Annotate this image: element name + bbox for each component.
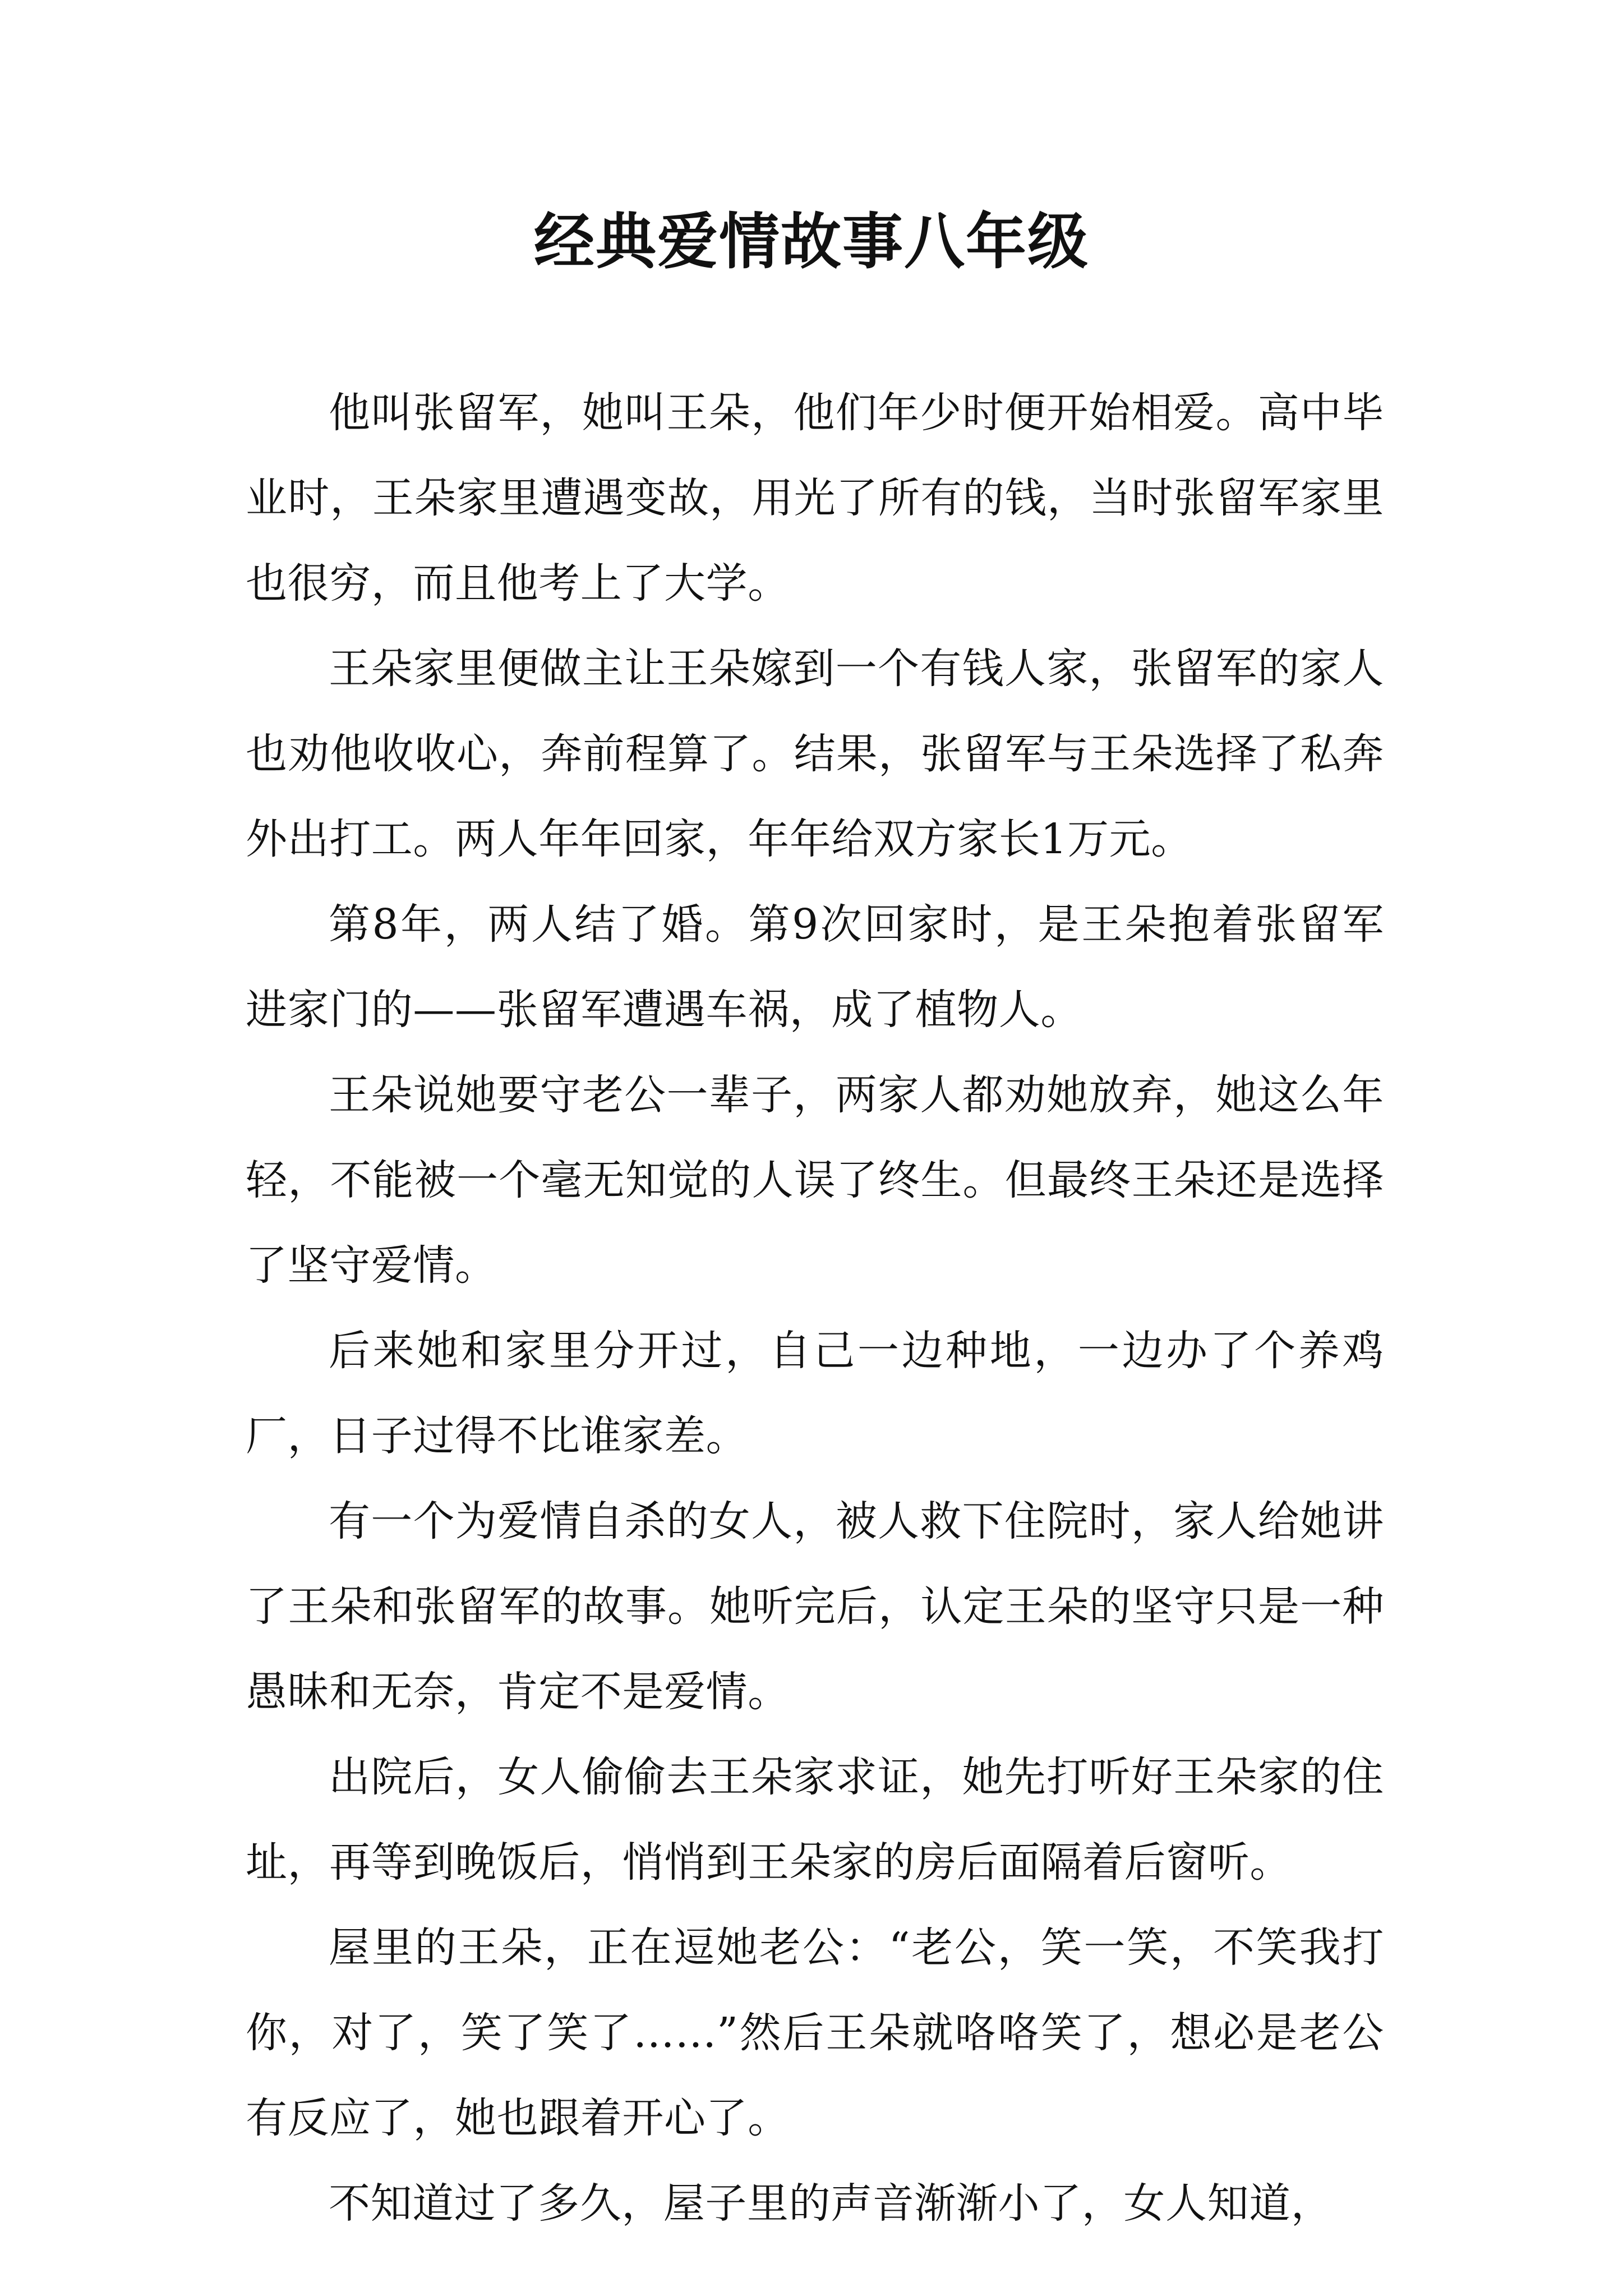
paragraph-9: 不知道过了多久，屋子里的声音渐渐小了，女人知道， bbox=[329, 2179, 1333, 2228]
paragraph-1: 他叫张留军，她叫王朵，他们年少时便开始相爱。高中毕业时，王朵家里遭遇变故，用光了所有的钱，当时张留军家里也很穷，而且他考上了大学。 bbox=[246, 389, 1384, 608]
paragraph-7: 出院后，女人偷偷去王朵家求证，她先打听好王朵家的住址，再等到晚饭后，悄悄到王朵家的房后面隔着后窗听。 bbox=[246, 1753, 1384, 1887]
paragraph-3: 第8年，两人结了婚。第9次回家时，是王朵抱着张留军进家门的——张留军遭遇车祸，成了植物人。 bbox=[246, 900, 1384, 1034]
page-title: 经典爱情故事八年级 bbox=[533, 207, 1089, 277]
paragraph-6: 有一个为爱情自杀的女人，被人救下住院时，家人给她讲了王朵和张留军的故事。她听完后，认定王朵的坚守只是一种愚昧和无奈，肯定不是爱情。 bbox=[246, 1497, 1384, 1716]
paragraph-4: 王朵说她要守老公一辈子，两家人都劝她放弃，她这么年轻，不能被一个毫无知觉的人误了终生。但最终王朵还是选择了坚守爱情。 bbox=[246, 1071, 1384, 1290]
paragraph-2: 王朵家里便做主让王朵嫁到一个有钱人家，张留军的家人也劝他收收心，奔前程算了。结果，张留军与王朵选择了私奔外出打工。两人年年回家，年年给双方家长1万元。 bbox=[246, 645, 1384, 863]
paragraph-8: 屋里的王朵，正在逗她老公：“老公，笑一笑，不笑我打你，对了，笑了笑了……”然后王朵就咯咯笑了，想必是老公有反应了，她也跟着开心了。 bbox=[246, 1924, 1384, 2142]
paragraph-5: 后来她和家里分开过，自己一边种地，一边办了个养鸡厂，日子过得不比谁家差。 bbox=[246, 1327, 1384, 1460]
article-body bbox=[246, 370, 1384, 2246]
